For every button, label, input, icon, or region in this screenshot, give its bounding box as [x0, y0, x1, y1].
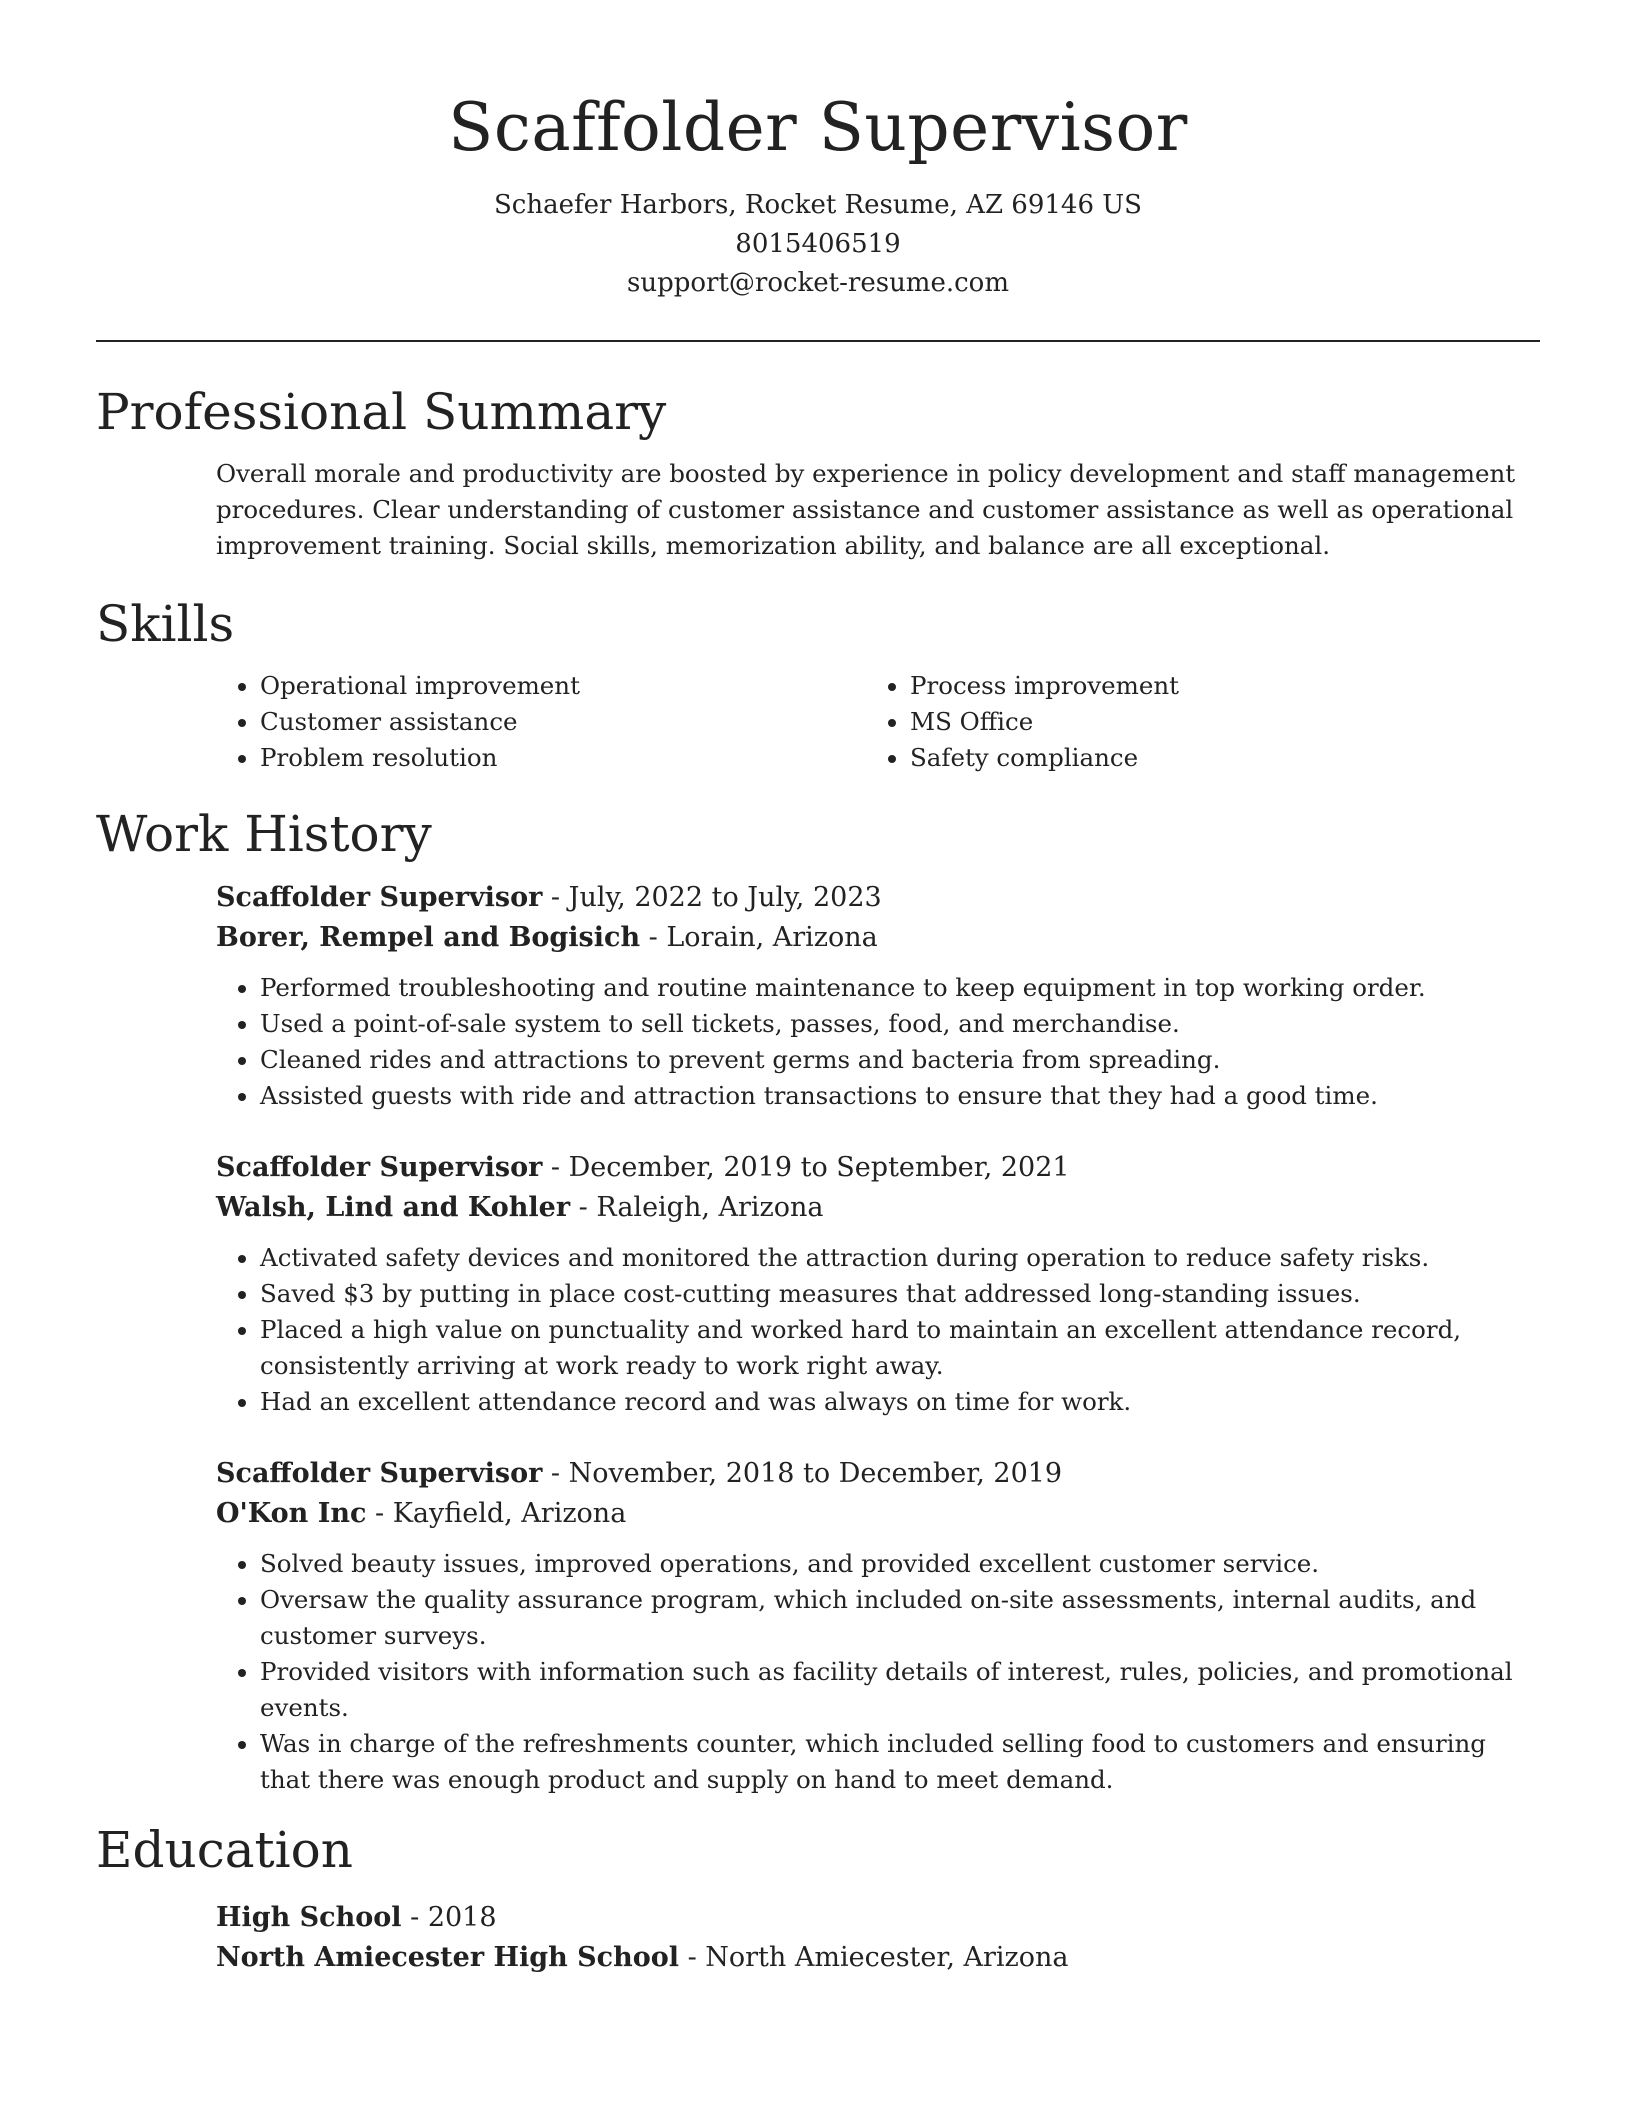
job-company-line — [216, 1188, 1540, 1228]
work-history-heading: Work History — [96, 805, 432, 863]
job-location: - Raleigh, Arizona — [570, 1192, 824, 1223]
job-company-line — [216, 1494, 1540, 1534]
job-company: O'Kon Inc — [216, 1498, 367, 1529]
job-dates: - December, 2019 to September, 2021 — [542, 1152, 1070, 1183]
summary-text: Overall morale and productivity are boosted by experience in policy development and staff management procedures. Clear understanding of customer assistance and customer assistance as well as operational improvement training. Social skills, memorization ability, and balance are all exceptional. — [216, 459, 1516, 560]
job-bullet: • Activated safety devices and monitored the attraction during operation to reduce safety risks. — [260, 1240, 1540, 1276]
address: Schaefer Harbors, Rocket Resume, AZ 69146 US — [494, 190, 1142, 220]
resume-page — [96, 0, 1540, 1978]
job-title-line — [216, 1454, 1540, 1494]
job-location: - Kayfield, Arizona — [366, 1498, 627, 1529]
job-bullet: • Provided visitors with information such as facility details of interest, rules, policies, and promotional events. — [260, 1654, 1540, 1726]
job-bullets — [216, 1240, 1540, 1420]
skill-item: • Customer assistance — [260, 704, 866, 740]
job-bullet: • Used a point-of-sale system to sell tickets, passes, food, and merchandise. — [260, 1006, 1540, 1042]
skill-item: • MS Office — [910, 704, 1516, 740]
job-position: Scaffolder Supervisor — [216, 1152, 543, 1183]
job-company-line — [216, 918, 1540, 958]
job-bullet: • Performed troubleshooting and routine maintenance to keep equipment in top working order. — [260, 970, 1540, 1006]
job-bullet: • Assisted guests with ride and attraction transactions to ensure that they had a good time. — [260, 1078, 1540, 1114]
contact-info — [96, 186, 1540, 303]
education-section — [96, 1898, 1540, 1978]
education-degree-line — [216, 1898, 1540, 1938]
skills-heading: Skills — [96, 595, 235, 653]
job-bullet: • Oversaw the quality assurance program, which included on-site assessments, internal audits, and customer surveys. — [260, 1582, 1540, 1654]
phone-number: 8015406519 — [735, 229, 901, 259]
job-title-line — [216, 878, 1540, 918]
job-bullets — [216, 970, 1540, 1114]
job-bullet: • Cleaned rides and attractions to prevent germs and bacteria from spreading. — [260, 1042, 1540, 1078]
education-location: - North Amiecester, Arizona — [678, 1942, 1069, 1973]
job-dates: - July, 2022 to July, 2023 — [542, 882, 882, 913]
education-heading: Education — [96, 1821, 353, 1879]
candidate-name: Scaffolder Supervisor — [448, 89, 1188, 166]
skill-item: • Operational improvement — [260, 668, 866, 704]
job-company: Borer, Rempel and Bogisich — [216, 922, 641, 953]
skill-item: • Process improvement — [910, 668, 1516, 704]
job-bullet: • Saved $3 by putting in place cost-cutting measures that addressed long-standing issues. — [260, 1276, 1540, 1312]
header-divider — [96, 340, 1540, 342]
job-bullet: • Placed a high value on punctuality and worked hard to maintain an excellent attendance record, consistently arriving at work ready to work right away. — [260, 1312, 1540, 1384]
job-title-line — [216, 1148, 1540, 1188]
job-position: Scaffolder Supervisor — [216, 882, 543, 913]
resume-header — [96, 0, 1540, 303]
skills-section — [96, 668, 1540, 776]
job-location: - Lorain, Arizona — [640, 922, 878, 953]
job-bullet: • Had an excellent attendance record and was always on time for work. — [260, 1384, 1540, 1420]
job-bullet: • Solved beauty issues, improved operations, and provided excellent customer service. — [260, 1546, 1540, 1582]
skills-column-left — [216, 668, 866, 776]
summary-heading: Professional Summary — [96, 383, 667, 441]
education-year: - 2018 — [401, 1902, 497, 1933]
job-bullet: • Was in charge of the refreshments counter, which included selling food to customers and ensuring that there was enough product and supply on hand to meet demand. — [260, 1726, 1540, 1798]
skill-item: • Problem resolution — [260, 740, 866, 776]
job-position: Scaffolder Supervisor — [216, 1458, 543, 1489]
education-degree: High School — [216, 1902, 402, 1933]
skills-column-right — [866, 668, 1516, 776]
education-school-line — [216, 1938, 1540, 1978]
job-company: Walsh, Lind and Kohler — [216, 1192, 571, 1223]
email-address: support@rocket-resume.com — [626, 268, 1009, 298]
skills-columns — [216, 668, 1540, 776]
job-bullets — [216, 1546, 1540, 1798]
work-history-section — [96, 878, 1540, 1798]
job-entry — [216, 1454, 1540, 1798]
job-entry — [216, 1148, 1540, 1420]
education-school: North Amiecester High School — [216, 1942, 679, 1973]
job-dates: - November, 2018 to December, 2019 — [542, 1458, 1063, 1489]
job-entry — [216, 878, 1540, 1114]
skill-item: • Safety compliance — [910, 740, 1516, 776]
